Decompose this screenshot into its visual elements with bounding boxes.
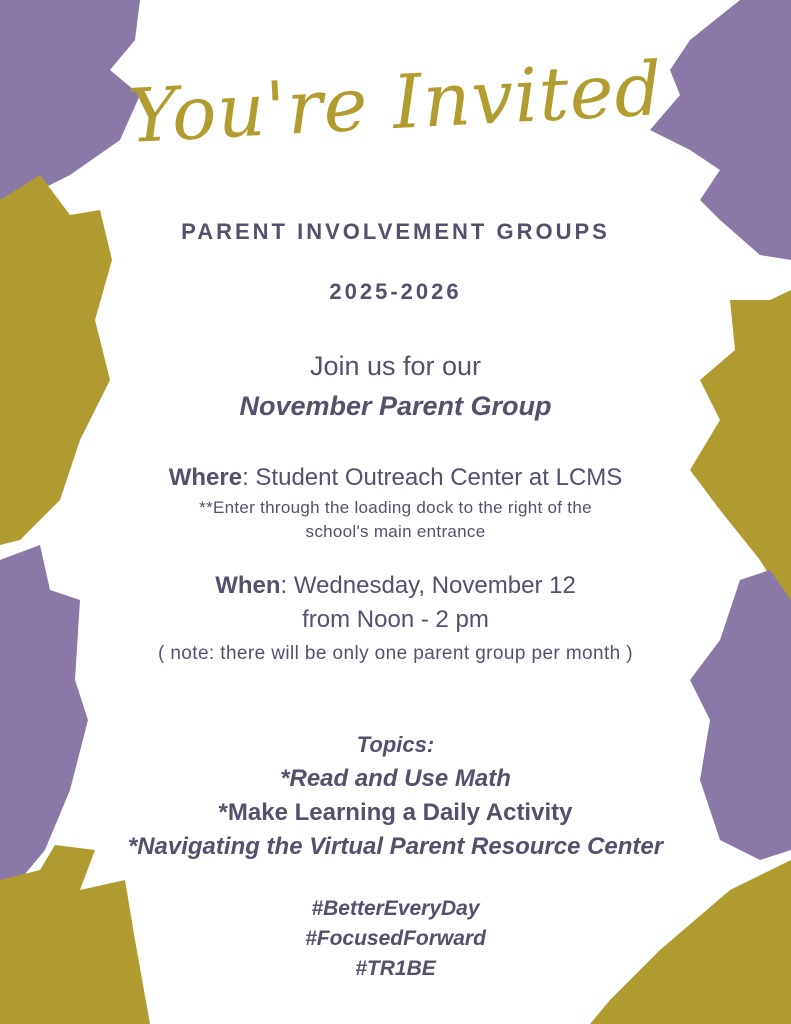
heading: PARENT INVOLVEMENT GROUPS <box>181 219 610 244</box>
hashtag: #BetterEveryDay <box>311 897 480 920</box>
hashtag: #FocusedForward <box>305 927 486 950</box>
when-value: : Wednesday, November 12 <box>280 572 576 599</box>
where-line <box>0 464 791 492</box>
event-name: November Parent Group <box>239 391 552 421</box>
when-note: ( note: there will be only one parent group per month ) <box>157 643 634 664</box>
invitation-title: You're Invited <box>126 46 665 160</box>
topic-item: *Make Learning a Daily Activity <box>218 799 573 826</box>
school-year: 2025-2026 <box>329 279 462 304</box>
where-note-2: school's main entrance <box>305 522 486 541</box>
where-label: Where <box>168 464 243 491</box>
brush-stroke-olive <box>690 290 791 610</box>
hashtag: #TR1BE <box>355 957 436 980</box>
where-note-1: **Enter through the loading dock to the right of the <box>199 498 592 517</box>
topics-label: Topics: <box>356 732 435 757</box>
when-time: from Noon - 2 pm <box>302 606 489 633</box>
when-label: When <box>215 572 281 599</box>
topic-item: *Read and Use Math <box>280 765 511 792</box>
topic-item: *Navigating the Virtual Parent Resource Center <box>127 833 664 860</box>
intro-text: Join us for our <box>309 351 482 381</box>
where-value: : Student Outreach Center at LCMS <box>242 464 623 491</box>
when-line <box>0 572 791 600</box>
